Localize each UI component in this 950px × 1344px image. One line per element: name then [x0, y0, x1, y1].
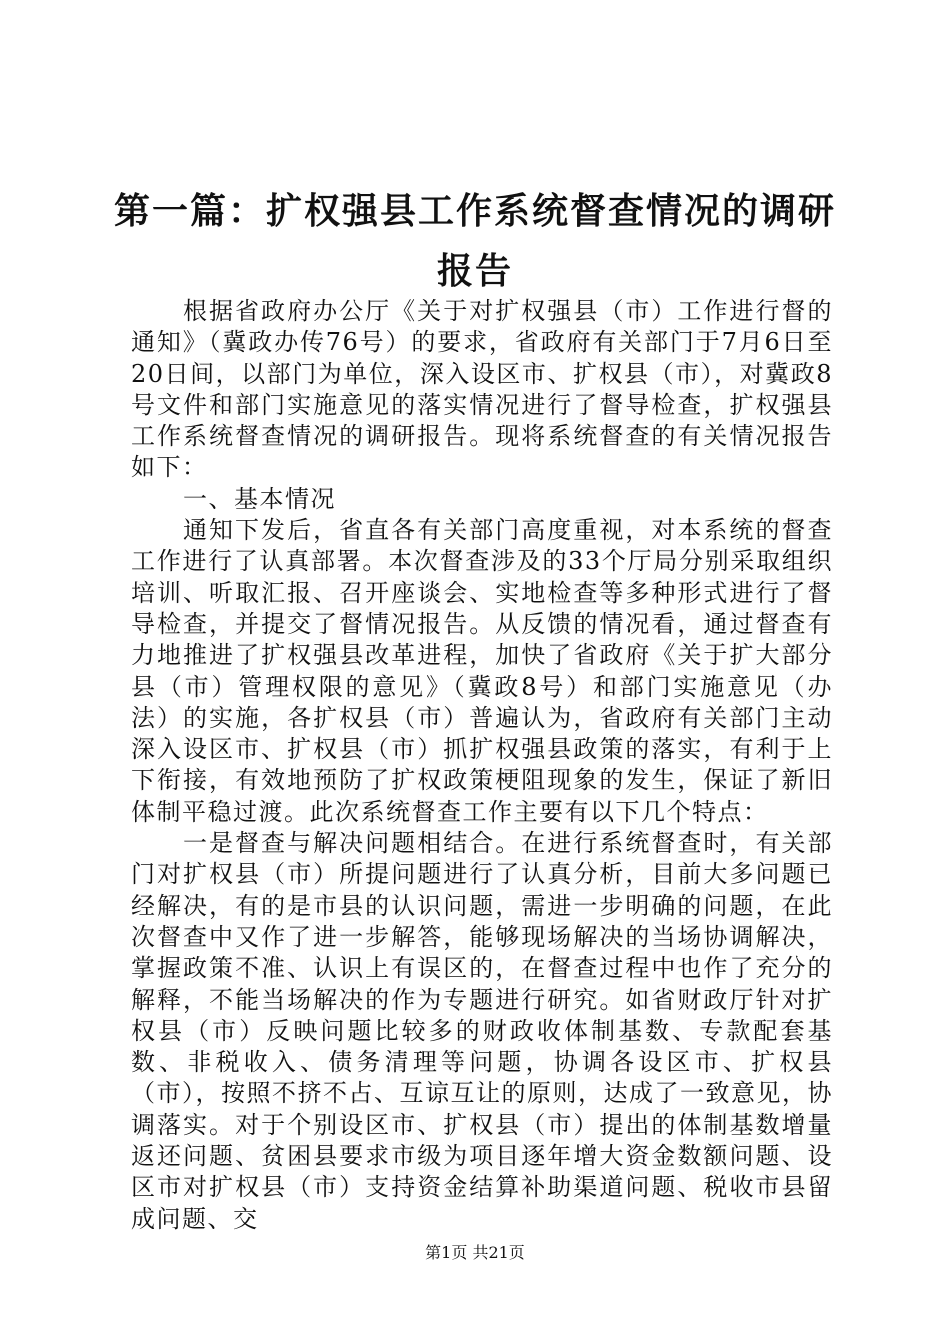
paragraph-overview: 通知下发后，省直各有关部门高度重视，对本系统的督查工作进行了认真部署。本次督查涉及的33个厅局分别采取组织培训、听取汇报、召开座谈会、实地检查等多种形式进行了督导检查，并提交了督情况报告。从反馈的情况看，通过督查有力地推进了扩权强县改革进程，加快了省政府《关于扩大部分县（市）管理权限的意见》（冀政8号）和部门实施意见（办法）的实施，各扩权县（市）普遍认为，省政府有关部门主动深入设区市、扩权县（市）抓扩权强县政策的落实，有利于上下衔接，有效地预防了扩权政策梗阻现象的发生，保证了新旧体制平稳过渡。此次系统督查工作主要有以下几个特点： — [131, 516, 833, 826]
paragraph-intro: 根据省政府办公厅《关于对扩权强县（市）工作进行督的通知》（冀政办传76号）的要求，省政府有关部门于7月6日至20日间，以部门为单位，深入设区市、扩权县（市），对冀政8号文件和部门实施意见的落实情况进行了督导检查，扩权强县工作系统督查情况的调研报告。现将系统督查的有关情况报告如下： — [131, 297, 833, 482]
section-heading-basic-situation: 一、基本情况 — [183, 484, 336, 513]
page-footer: 第1页 共21页 — [425, 1243, 525, 1262]
paragraph-point-one: 一是督查与解决问题相结合。在进行系统督查时，有关部门对扩权县（市）所提问题进行了认真分析，目前大多问题已经解决，有的是市县的认识问题，需进一步明确的问题，在此次督查中又作了进一步解答，能够现场解决的当场协调解决，掌握政策不准、认识上有误区的，在督查过程中也作了充分的解释，不能当场解决的作为专题进行研究。如省财政厅针对扩权县（市）反映问题比较多的财政收体制基数、专款配套基数、非税收入、债务清理等问题，协调各设区市、扩权县（市），按照不挤不占、互谅互让的原则，达成了一致意见，协调落实。对于个别设区市、扩权县（市）提出的体制基数增量返还问题、贫困县要求市级为项目逐年增大资金数额问题、设区市对扩权县（市）支持资金结算补助渠道问题、税收市县留成问题、交 — [131, 829, 833, 1233]
document-body — [131, 296, 833, 1235]
document-title: 第一篇：扩权强县工作系统督查情况的调研报告 — [113, 191, 836, 292]
